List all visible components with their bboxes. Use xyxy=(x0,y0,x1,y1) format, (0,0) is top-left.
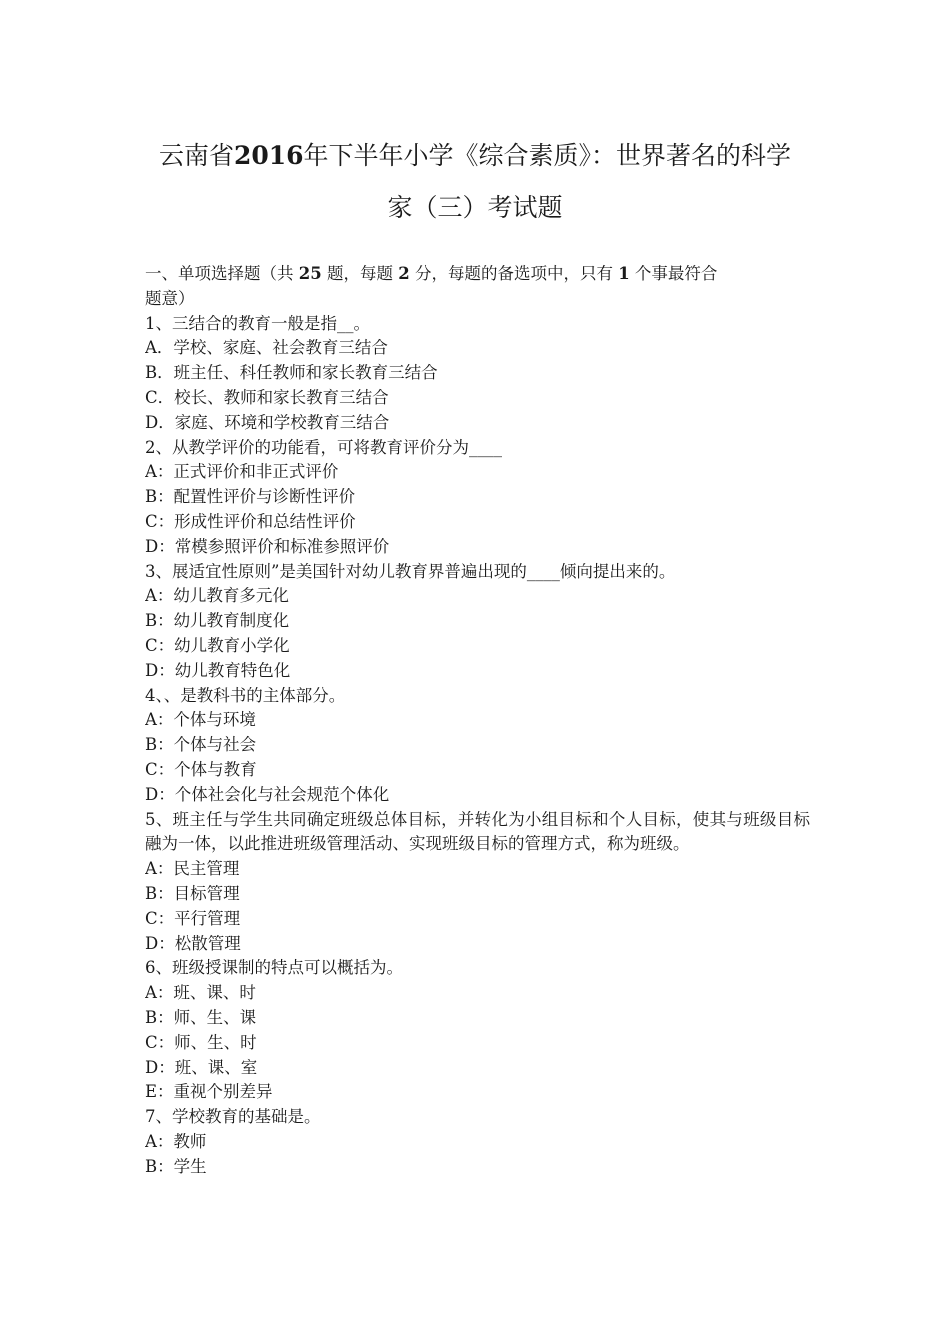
option-d: D：松散管理 xyxy=(145,933,241,953)
option-c: C：形成性评价和总结性评价 xyxy=(145,511,356,531)
option-b: B：学生 xyxy=(145,1156,207,1176)
document-title xyxy=(0,130,950,234)
question-count: 25 xyxy=(298,264,322,283)
section-text-3: 分，每题的备选项中，只有 xyxy=(409,264,619,283)
option-c: C．校长、教师和家长教育三结合 xyxy=(145,387,389,407)
option-d: D：常模参照评价和标准参照评价 xyxy=(145,536,390,556)
option-a: A：民主管理 xyxy=(145,859,240,879)
option-c: C：师、生、时 xyxy=(145,1032,257,1052)
option-a: A：个体与环境 xyxy=(145,710,256,730)
option-d: D．家庭、环境和学校教育三结合 xyxy=(145,412,390,432)
option-c: C：幼儿教育小学化 xyxy=(145,635,290,655)
document-body xyxy=(145,262,810,1179)
option-a: A：班、课、时 xyxy=(145,983,256,1003)
option-b: B：配置性评价与诊断性评价 xyxy=(145,487,356,507)
option-b: B．班主任、科任教师和家长教育三结合 xyxy=(145,363,438,383)
option-b: B：幼儿教育制度化 xyxy=(145,611,290,631)
option-d: D：班、课、室 xyxy=(145,1057,258,1077)
title-line-2: 家（三）考试题 xyxy=(387,193,563,222)
section-text-4: 个事最符合 xyxy=(629,264,718,283)
option-b: B：个体与社会 xyxy=(145,735,257,755)
option-a: A：幼儿教育多元化 xyxy=(145,586,289,606)
option-c: C：个体与教育 xyxy=(145,759,257,779)
correct-count: 1 xyxy=(618,264,630,283)
title-line-1 xyxy=(0,130,950,182)
question-stem: 6、班级授课制的特点可以概括为。 xyxy=(145,958,403,978)
question-stem: 4、、是教科书的主体部分。 xyxy=(145,685,346,705)
question-stem: 7、学校教育的基础是。 xyxy=(145,1107,321,1127)
points-per-question: 2 xyxy=(398,264,410,283)
question-stem: 3、展适宜性原则”是美国针对幼儿教育界普遍出现的____倾向提出来的。 xyxy=(145,561,676,581)
section-heading-cont: 题意） xyxy=(145,288,195,308)
option-d: D：个体社会化与社会规范个体化 xyxy=(145,784,390,804)
option-a: A：教师 xyxy=(145,1131,207,1151)
title-prefix: 云南省 xyxy=(158,141,234,170)
option-a: A：正式评价和非正式评价 xyxy=(145,462,339,482)
question-stem: 5、班主任与学生共同确定班级总体目标，并转化为小组目标和个人目标，使其与班级目标融为一体，以此推进班级管理活动、实现班级目标的管理方式，称为班级。 xyxy=(145,809,810,854)
section-heading xyxy=(145,262,810,287)
question-stem: 2、从教学评价的功能看，可将教育评价分为____ xyxy=(145,437,502,457)
option-e: E：重视个别差异 xyxy=(145,1082,273,1102)
option-d: D：幼儿教育特色化 xyxy=(145,660,291,680)
option-b: B：师、生、课 xyxy=(145,1007,257,1027)
section-text-1: 一、单项选择题（共 xyxy=(145,264,299,283)
option-c: C：平行管理 xyxy=(145,908,241,928)
title-year: 2016 xyxy=(233,141,304,170)
option-a: A．学校、家庭、社会教育三结合 xyxy=(145,338,388,358)
section-text-2: 题，每题 xyxy=(321,264,399,283)
title-suffix: 年下半年小学《综合素质》：世界著名的科学 xyxy=(303,141,792,170)
option-b: B：目标管理 xyxy=(145,883,240,903)
question-stem: 1、三结合的教育一般是指__。 xyxy=(145,313,370,333)
